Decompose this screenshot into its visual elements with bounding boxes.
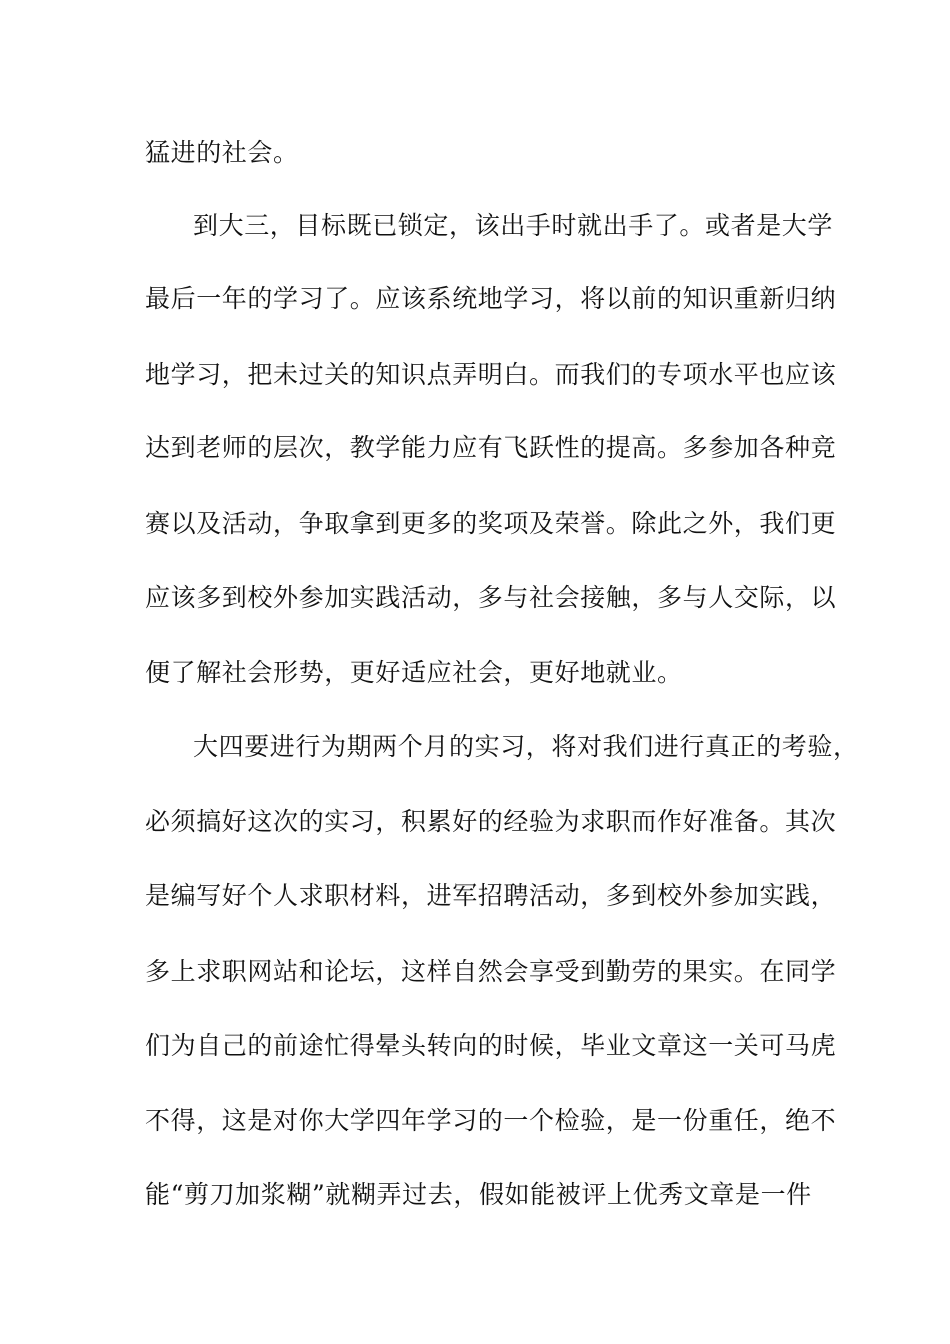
paragraph-start-line: 大四要进行为期两个月的实习，将对我们进行真正的考验， (193, 732, 859, 761)
text-line: 不得，这是对你大学四年学习的一个检验，是一份重任，绝不 (145, 1106, 837, 1135)
text-line: 应该多到校外参加实践活动，多与社会接触，多与人交际，以 (145, 583, 837, 612)
text-line: 便了解社会形势，更好适应社会，更好地就业。 (145, 658, 683, 687)
text-line: 最后一年的学习了。应该系统地学习，将以前的知识重新归纳 (145, 284, 837, 313)
text-line: 多上求职网站和论坛，这样自然会享受到勤劳的果实。在同学 (145, 957, 837, 986)
text-line: 必须搞好这次的实习，积累好的经验为求职而作好准备。其次 (145, 807, 837, 836)
text-line: 是编写好个人求职材料，进军招聘活动，多到校外参加实践， (145, 881, 837, 910)
text-line: 赛以及活动，争取拿到更多的奖项及荣誉。除此之外，我们更 (145, 509, 837, 538)
text-line: 达到老师的层次，教学能力应有飞跃性的提高。多参加各种竞 (145, 433, 837, 462)
paragraph-start-line: 到大三，目标既已锁定，该出手时就出手了。或者是大学 (193, 211, 834, 240)
text-line: 们为自己的前途忙得晕头转向的时候，毕业文章这一关可马虎 (145, 1031, 837, 1060)
text-line: 猛进的社会。 (145, 138, 299, 167)
text-line: 地学习，把未过关的知识点弄明白。而我们的专项水平也应该 (145, 360, 837, 389)
text-line: 能“剪刀加浆糊”就糊弄过去，假如能被评上优秀文章是一件 (145, 1180, 812, 1209)
